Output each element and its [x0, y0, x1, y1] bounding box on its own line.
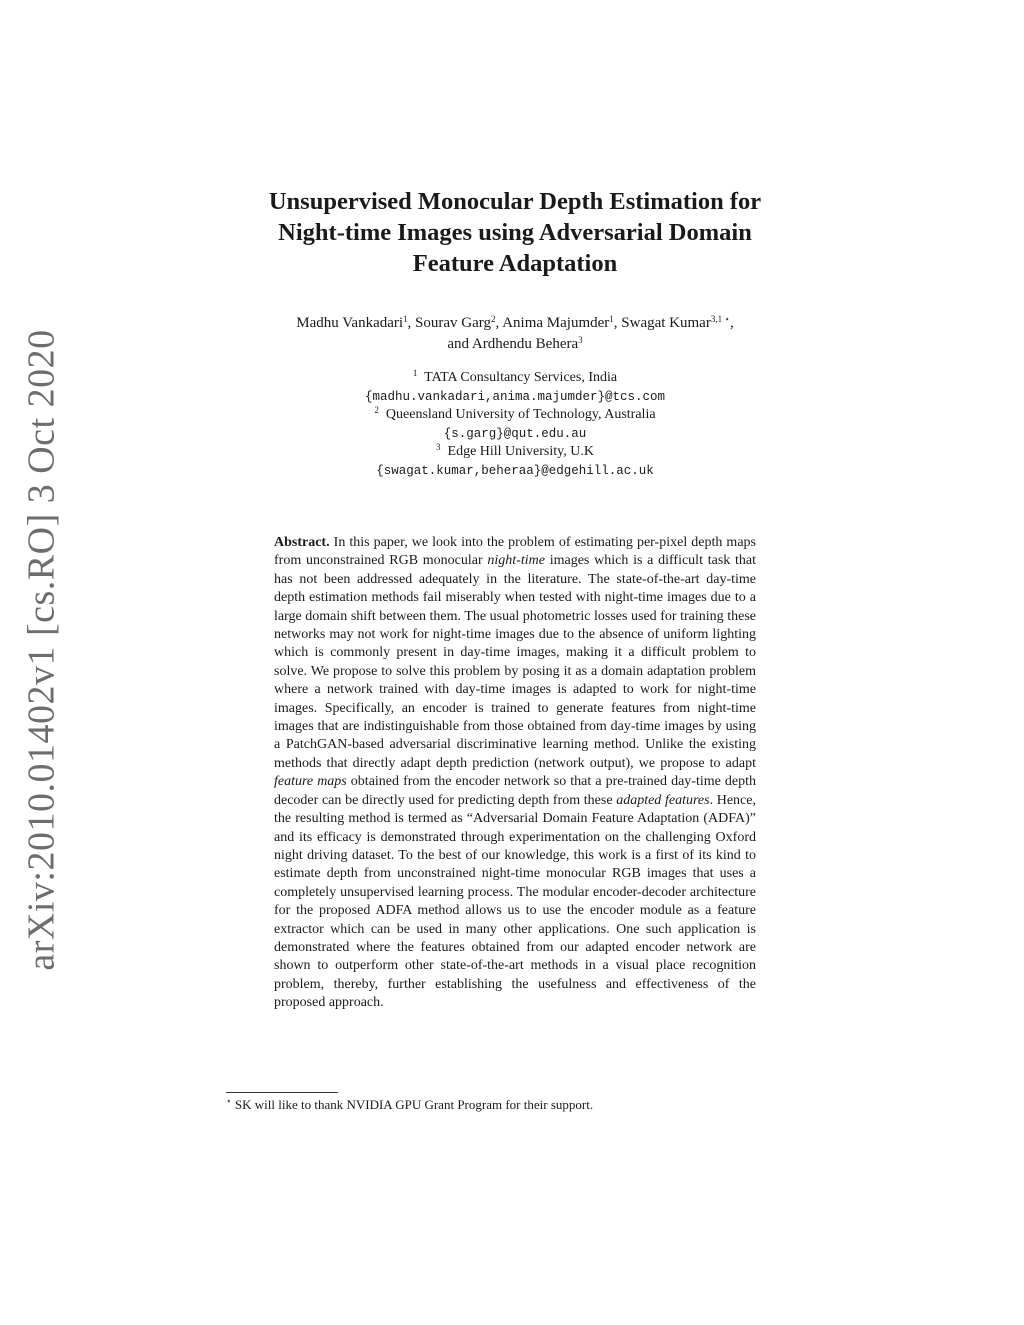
- abstract-emphasis: feature maps: [274, 774, 347, 790]
- affil-mark: 3: [436, 442, 441, 452]
- affiliation-1: [200, 369, 830, 388]
- abstract-emphasis: night-time: [487, 553, 545, 569]
- affil-name: Edge Hill University, U.K: [447, 444, 594, 459]
- author-affil-mark: 3: [578, 335, 583, 345]
- affil-mark: 1: [412, 368, 418, 378]
- abstract-text: obtained from the encoder network so that a pre-trained day-time depth decoder can be directly used for predicting depth from these: [274, 774, 756, 808]
- footnote-divider: [226, 1092, 338, 1093]
- affil-email: {madhu.vankadari,anima.majumder}@tcs.com: [364, 389, 666, 404]
- author-affil-mark: 1: [609, 314, 614, 324]
- affiliation-2: [200, 406, 830, 425]
- title-line-2: Night-time Images using Adversarial Domain: [278, 219, 752, 246]
- author-name: Swagat Kumar: [621, 315, 711, 331]
- author-name: Sourav Garg: [415, 315, 492, 331]
- author-name: and Ardhendu Behera: [447, 336, 579, 352]
- abstract-text: . Hence, the resulting method is termed as “Adversarial Domain Feature Adaptation (ADFA)” and its efficacy is demonstrated through experimentation on the challenging Oxford night driving dataset. To the best of our knowledge, this work is a first of its kind to estimate depth from unconstrained night-time monocular RGB images that uses a completely unsupervised learning process. The modular encoder-decoder architecture for the proposed ADFA method allows us to use the encoder module as a feature extractor which can be used in many other applications. One such application is demonstrated where the features obtained from our adapted encoder network are shown to outperform other state-of-the-art methods in a visual place recognition problem, thereby, further establishing the usefulness and effectiveness of the proposed approach.: [274, 792, 756, 1011]
- paper-title: [200, 186, 830, 279]
- title-line-3: Feature Adaptation: [412, 250, 618, 277]
- author-name: Madhu Vankadari: [296, 315, 404, 331]
- authors-line-2: [200, 334, 830, 355]
- abstract: [274, 534, 756, 1013]
- footnote-mark: ⋆: [226, 1096, 232, 1106]
- authors-line-1: Madhu Vankadari$^1$, Sourav Garg$^2$, Anima Majumder$^1$, Swagat Kumar$^{3,1 ⋆}$,: [296, 314, 734, 331]
- affiliation-block: [200, 369, 830, 480]
- affil-email: {swagat.kumar,beheraa}@edgehill.ac.uk: [376, 463, 654, 478]
- footnote: [226, 1096, 786, 1113]
- abstract-emphasis: adapted features: [616, 792, 710, 808]
- author-affil-mark: 2: [491, 314, 496, 324]
- abstract-heading: Abstract.: [274, 535, 330, 550]
- abstract-text: In this paper, we look into the problem of estimating per-pixel depth maps from unconstrained RGB monocular: [274, 535, 756, 569]
- affil-email: {s.garg}@qut.edu.au: [443, 426, 587, 441]
- arxiv-id-text: arXiv:2010.01402v1 [cs.RO] 3 Oct 2020: [21, 329, 64, 971]
- author-name: Anima Majumder: [502, 315, 610, 331]
- affil-name: Queensland University of Technology, Australia: [385, 407, 656, 422]
- title-line-1: Unsupervised Monocular Depth Estimation for: [268, 188, 762, 215]
- author-list: [200, 313, 830, 355]
- author-affil-mark: 3,1 ⋆: [710, 314, 730, 324]
- author-affil-mark: 1: [403, 314, 408, 324]
- footnote-text: SK will like to thank NVIDIA GPU Grant Program for their support.: [231, 1097, 594, 1112]
- affil-mark: 2: [374, 405, 379, 415]
- arxiv-identifier-stamp: [12, 329, 72, 971]
- affil-name: TATA Consultancy Services, India: [424, 370, 618, 385]
- abstract-text: images which is a difficult task that has not been addressed adequately in the literature. The state-of-the-art day-time depth estimation methods fail miserably when tested with night-time images due to a large domain shift between them. The usual photometric losses used for training these networks may not work for night-time images due to the absence of uniform lighting which is commonly present in day-time images, making it a difficult problem to solve. We propose to solve this problem by posing it as a domain adaptation problem where a network trained with day-time images is adapted to work for night-time images. Specifically, an encoder is trained to generate features from night-time images that are indistinguishable from those obtained from day-time images by using a PatchGAN-based adversarial discriminative learning method. Unlike the existing methods that directly adapt depth prediction (network output), we propose to adapt: [274, 553, 757, 771]
- affiliation-3: [200, 443, 830, 462]
